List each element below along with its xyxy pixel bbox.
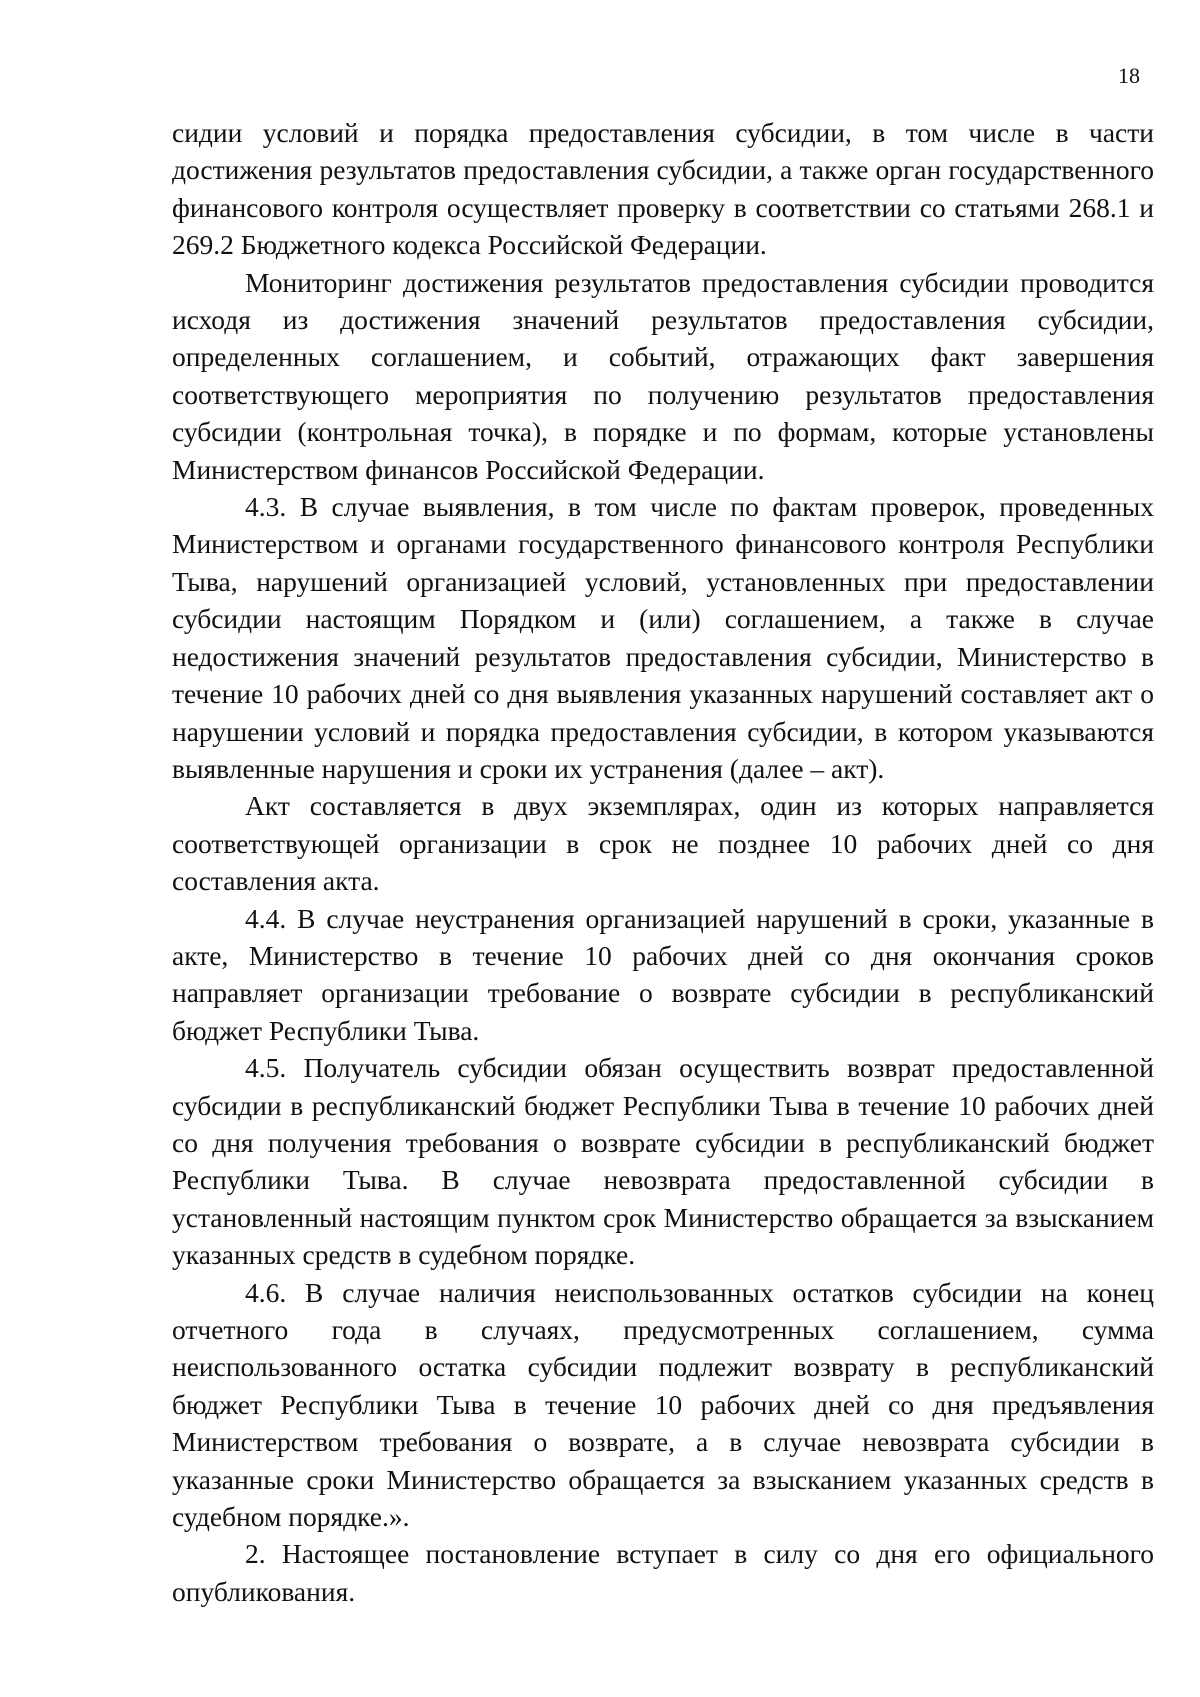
paragraph-act: Акт составляется в двух экземплярах, один из которых направляется соответствующей организации в срок не позднее 10 рабочих дней со дня составления акта. [172,790,1154,897]
paragraph-2-effective: 2. Настоящее постановление вступает в силу со дня его официального опубликования. [172,1538,1154,1607]
page-number: 18 [1118,63,1140,88]
paragraph-4-3: 4.3. В случае выявления, в том числе по фактам проверок, проведенных Министерством и органами государственного финансового контроля Республики Тыва, нарушений организацией условий, установленных при предоставлении субсидии настоящим Порядком и (или) соглашением, а также в случае недостижения значений результатов предоставления субсидии, Министерство в течение 10 рабочих дней со дня выявления указанных нарушений составляет акт о нарушении условий и порядка предоставления субсидии, в котором указываются выявленные нарушения и сроки их устранения (далее – акт). [172,491,1154,784]
paragraph-4-6: 4.6. В случае наличия неиспользованных остатков субсидии на конец отчетного года в случаях, предусмотренных соглашением, сумма неиспользованного остатка субсидии подлежит возврату в республиканский бюджет Республики Тыва в течение 10 рабочих дней со дня предъявления Министерством требования о возврате, а в случае невозврата субсидии в указанные сроки Министерство обращается за взысканием указанных средств в судебном порядке.». [172,1276,1154,1533]
paragraph-continuation: сидии условий и порядка предоставления субсидии, в том числе в части достижения результатов предоставления субсидии, а также орган государственного финансового контроля осуществляет проверку в соответствии со статьями 268.1 и 269.2 Бюджетного кодекса Российской Федерации. [172,117,1154,261]
paragraph-monitoring: Мониторинг достижения результатов предоставления субсидии проводится исходя из достижения значений результатов предоставления субсидии, определенных соглашением, и событий, отражающих факт завершения соответствующего мероприятия по получению результатов предоставления субсидии (контрольная точка), в порядке и по формам, которые установлены Министерством финансов Российской Федерации. [172,266,1154,485]
paragraph-4-4: 4.4. В случае неустранения организацией нарушений в сроки, указанные в акте, Министерство в течение 10 рабочих дней со дня окончания сроков направляет организации требование о возврате субсидии в республиканский бюджет Республики Тыва. [172,902,1154,1046]
paragraph-4-5: 4.5. Получатель субсидии обязан осуществить возврат предоставленной субсидии в республиканский бюджет Республики Тыва в течение 10 рабочих дней со дня получения требования о возврате субсидии в республиканский бюджет Республики Тыва. В случае невозврата предоставленной субсидии в установленный настоящим пунктом срок Министерство обращается за взысканием указанных средств в судебном порядке. [172,1052,1154,1271]
document-body [172,114,1154,1610]
